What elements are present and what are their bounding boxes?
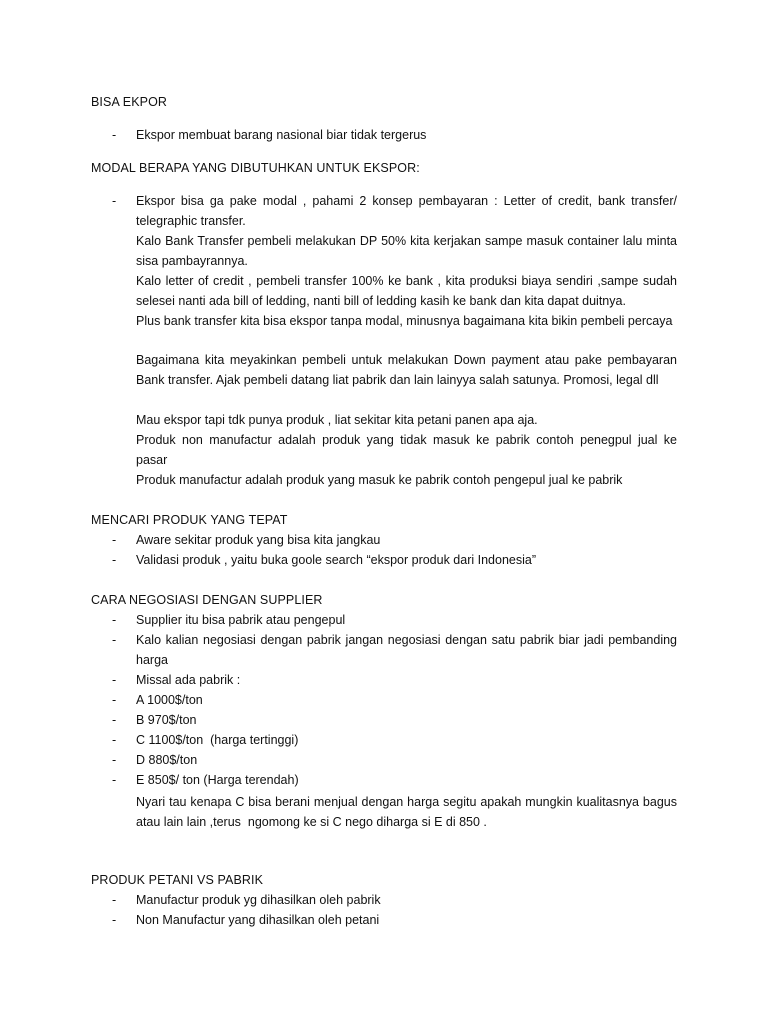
bullet-dash: - [112, 773, 117, 787]
bullet-dash: - [112, 913, 117, 927]
list-item: A 1000$/ton [136, 693, 203, 707]
paragraph-line: atau lain lain ,terus ngomong ke si C nego diharga si E di 850 . [136, 815, 487, 829]
heading-mencari-produk: MENCARI PRODUK YANG TEPAT [91, 513, 288, 527]
heading-bisa-ekspor: BISA EKPOR [91, 95, 168, 109]
list-item: E 850$/ ton (Harga terendah) [136, 773, 299, 787]
paragraph-line: Produk manufactur adalah produk yang masuk ke pabrik contoh pengepul jual ke pabrik [136, 473, 623, 487]
paragraph-line: sisa pambayrannya. [136, 254, 248, 268]
list-item: D 880$/ton [136, 753, 198, 767]
list-item: Missal ada pabrik : [136, 673, 241, 687]
paragraph-line: Ekspor bisa ga pake modal , pahami 2 konsep pembayaran : Letter of credit, bank transfer/ [136, 194, 677, 208]
bullet-dash: - [112, 194, 117, 208]
list-item: Non Manufactur yang dihasilkan oleh petani [136, 913, 380, 927]
paragraph-line: Produk non manufactur adalah produk yang tidak masuk ke pabrik contoh penegpul jual ke [136, 433, 677, 447]
list-item-continuation: harga [136, 653, 168, 667]
heading-negosiasi: CARA NEGOSIASI DENGAN SUPPLIER [91, 593, 323, 607]
paragraph-line: Kalo letter of credit , pembeli transfer 100% ke bank , kita produksi biaya sendiri ,sampe sudah [136, 274, 677, 288]
paragraph-line: pasar [136, 453, 168, 467]
heading-modal: MODAL BERAPA YANG DIBUTUHKAN UNTUK EKSPOR: [91, 161, 420, 175]
bullet-dash: - [112, 553, 117, 567]
paragraph-line: Bank transfer. Ajak pembeli datang liat pabrik dan lain lainyya salah satunya. Promosi, legal dll [136, 373, 659, 387]
list-item: B 970$/ton [136, 713, 197, 727]
paragraph-line: Nyari tau kenapa C bisa berani menjual dengan harga segitu apakah mungkin kualitasnya bagus [136, 795, 677, 809]
bullet-dash: - [112, 753, 117, 767]
bullet-dash: - [112, 693, 117, 707]
paragraph-line: selesei nanti ada bill of ledding, nanti bill of ledding kasih ke bank dan kita dapat duitnya. [136, 294, 626, 308]
bullet-dash: - [112, 893, 117, 907]
heading-produk-petani: PRODUK PETANI VS PABRIK [91, 873, 264, 887]
paragraph-line: telegraphic transfer. [136, 214, 246, 228]
bullet-dash: - [112, 713, 117, 727]
list-item: Kalo kalian negosiasi dengan pabrik jangan negosiasi dengan satu pabrik biar jadi pembanding [136, 633, 677, 647]
paragraph-line: Kalo Bank Transfer pembeli melakukan DP 50% kita kerjakan sampe masuk container lalu minta [136, 234, 677, 248]
list-item: Ekspor membuat barang nasional biar tidak tergerus [136, 128, 427, 142]
paragraph-line: Bagaimana kita meyakinkan pembeli untuk melakukan Down payment atau pake pembayaran [136, 353, 677, 367]
bullet-dash: - [112, 128, 117, 142]
bullet-dash: - [112, 733, 117, 747]
bullet-dash: - [112, 613, 117, 627]
bullet-dash: - [112, 533, 117, 547]
list-item: Aware sekitar produk yang bisa kita jangkau [136, 533, 381, 547]
list-item: Manufactur produk yg dihasilkan oleh pabrik [136, 893, 381, 907]
list-item: C 1100$/ton (harga tertinggi) [136, 733, 299, 747]
bullet-dash: - [112, 673, 117, 687]
paragraph-line: Mau ekspor tapi tdk punya produk , liat sekitar kita petani panen apa aja. [136, 413, 538, 427]
bullet-dash: - [112, 633, 117, 647]
paragraph-line: Plus bank transfer kita bisa ekspor tanpa modal, minusnya bagaimana kita bikin pembeli percaya [136, 314, 673, 328]
list-item: Validasi produk , yaitu buka goole search “ekspor produk dari Indonesia” [136, 553, 536, 567]
list-item: Supplier itu bisa pabrik atau pengepul [136, 613, 346, 627]
